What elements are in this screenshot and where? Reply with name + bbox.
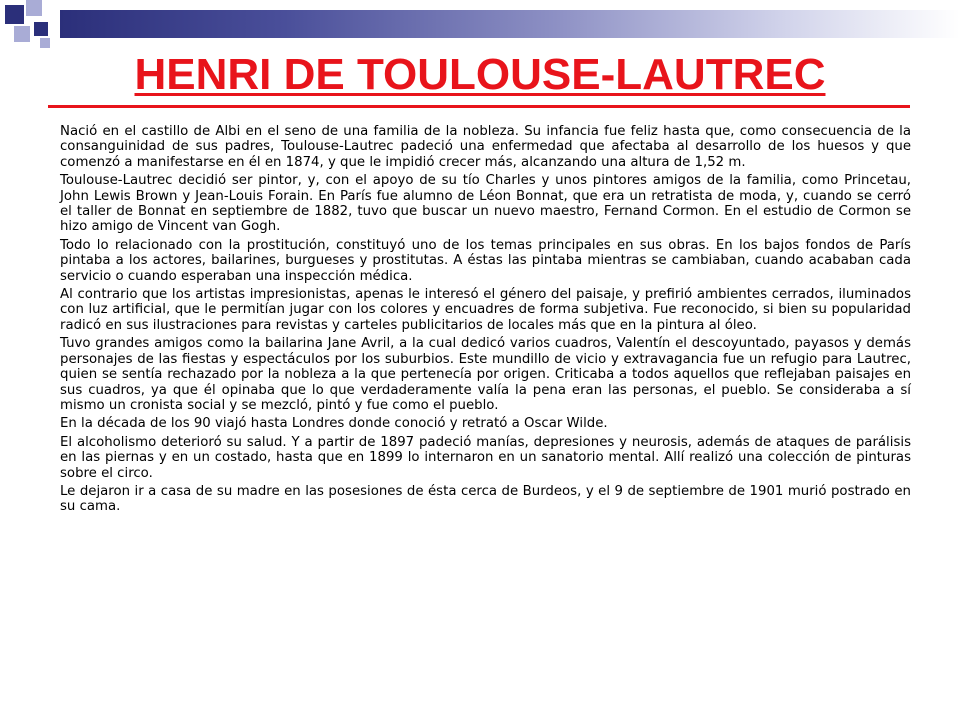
- paragraph: Todo lo relacionado con la prostitución, constituyó uno de los temas principales en sus obras. En los bajos fondos de París pintaba a los actores, bailarines, burgueses y prostitutas. A éstas las pintaba mientras se cambiaban, cuando acababan cada servicio o cuando esperaban una inspección médica.: [60, 237, 911, 284]
- biography-text: [60, 124, 911, 518]
- paragraph: Le dejaron ir a casa de su madre en las posesiones de ésta cerca de Burdeos, y el 9 de septiembre de 1901 murió postrado en su cama.: [60, 483, 911, 515]
- deco-square-navy-2: [34, 22, 48, 36]
- deco-square-navy-1: [5, 5, 24, 24]
- deco-square-light-3: [40, 38, 50, 48]
- paragraph: Toulouse-Lautrec decidió ser pintor, y, con el apoyo de su tío Charles y unos pintores amigos de la familia, como Princetau, John Lewis Brown y Jean-Louis Forain. En París fue alumno de Léon Bonnat, que era un retratista de moda, y, cuando se cerró el taller de Bonnat en septiembre de 1882, tuvo que buscar un nuevo maestro, Fernand Cormon. En el estudio de Cormon se hizo amigo de Vincent van Gogh.: [60, 173, 911, 235]
- paragraph: El alcoholismo deterioró su salud. Y a partir de 1897 padeció manías, depresiones y neurosis, además de ataques de parálisis en las piernas y en un costado, hasta que en 1899 lo internaron en un sanatorio mental. Allí realizó una colección de pinturas sobre el circo.: [60, 434, 911, 481]
- page-title: HENRI DE TOULOUSE-LAUTREC: [134, 50, 826, 99]
- paragraph: Tuvo grandes amigos como la bailarina Jane Avril, a la cual dedicó varios cuadros, Valentín el descoyuntado, payasos y demás personajes de las fiestas y espectáculos por los suburbios. Este mundillo de vicio y extravagancia fue un refugio para Lautrec, quien se sentía rechazado por la nobleza a la que pertenecía por origen. Criticaba a todos aquellos que reflejaban paisajes en sus cuadros, ya que él opinaba que lo que verdaderamente valía la pena eran las personas, el pueblo. Se consideraba a sí mismo un cronista social y se mezcló, pintó y fue como el pueblo.: [60, 336, 911, 413]
- paragraph: Nació en el castillo de Albi en el seno de una familia de la nobleza. Su infancia fue feliz hasta que, como consecuencia de la consanguinidad de sus padres, Toulouse-Lautrec padeció una enfermedad que afectaba al desarrollo de los huesos y que comenzó a manifestarse en él en 1874, y que le impidió crecer más, alcanzando una altura de 1,52 m.: [60, 124, 911, 170]
- header-gradient-bar: [60, 10, 960, 38]
- deco-square-light-1: [26, 0, 42, 16]
- deco-square-light-2: [14, 26, 30, 42]
- paragraph: En la década de los 90 viajó hasta Londres donde conoció y retrató a Oscar Wilde.: [60, 416, 608, 432]
- paragraph: Al contrario que los artistas impresionistas, apenas le interesó el género del paisaje, y prefirió ambientes cerrados, iluminados con luz artificial, que le permitían jugar con los colores y encuadres de forma subjetiva. Fue reconocido, si bien su popularidad radicó en sus ilustraciones para revistas y carteles publicitarios de locales más que en la pintura al óleo.: [60, 287, 911, 333]
- title-underline-rule: [48, 105, 910, 108]
